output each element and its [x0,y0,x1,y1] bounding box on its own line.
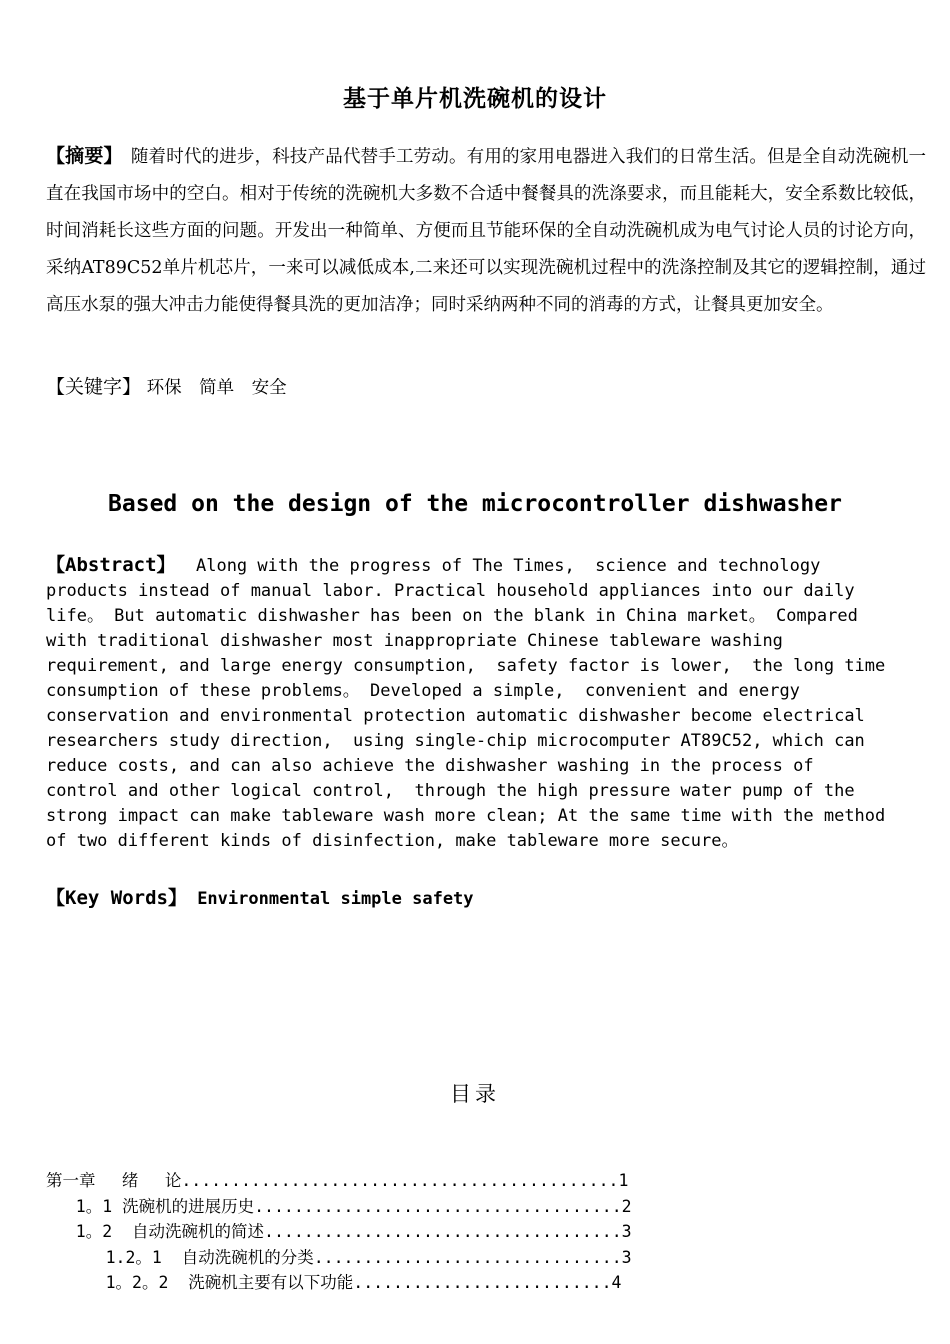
chinese-abstract-label: 【摘要】 [46,145,114,167]
english-keywords-label: 【Key Words】 [46,887,187,909]
toc-entry[interactable]: 1.2。1 自动洗碗机的分类...............................3 [46,1247,632,1267]
english-abstract-label: 【Abstract】 [46,554,176,576]
chinese-keywords-label: 【关键字】 [46,376,142,398]
toc-title: 目录 [450,1082,500,1106]
chinese-title: 基于单片机洗碗机的设计 [343,85,607,112]
english-keywords [46,883,474,910]
english-abstract [46,553,916,854]
english-title: Based on the design of the microcontroller dishwasher [108,491,842,517]
english-keywords-text: Environmental simple safety [186,889,474,909]
chinese-keywords [46,372,287,399]
chinese-abstract-text: 随着时代的进步，科技产品代替手工劳动。有用的家用电器进入我们的日常生活。但是全自动洗碗机一直在我国市场中的空白。相对于传统的洗碗机大多数不合适中餐餐具的洗涤要求，而且能耗大，安全系数比较低，时间消耗长这些方面的问题。开发出一种简单、方便而且节能环保的全自动洗碗机成为电气讨论人员的讨论方向，采纳AT89C52单片机芯片，一来可以减低成本,二来还可以实现洗碗机过程中的洗涤控制及其它的逻辑控制，通过高压水泵的强大冲击力能使得餐具洗的更加洁净；同时采纳两种不同的消毒的方式，让餐具更加安全。 [46,147,926,315]
chinese-keywords-text: 环保 简单 安全 [141,378,287,398]
toc-entry[interactable]: 1。1 洗碗机的进展历史.....................................2 [46,1196,632,1216]
toc-entry[interactable]: 第一章 绪 论............................................1 [46,1171,629,1190]
toc-entry[interactable]: 1。2。2 洗碗机主要有以下功能..........................4 [46,1273,622,1292]
english-abstract-text: Along with the progress of The Times, science and technology products instead of manual labor. Practical household appliances into our daily life。 But automatic dishwasher has been on the blank in China market。 Compared with traditional dishwasher most inappropriate Chinese tableware washing requirement, and large energy consumption, safety factor is lower, the long time consumption of these problems。 Developed a simple, convenient and energy conservation and environmental protection automatic dishwasher become electrical researchers study direction, using single-chip microcomputer AT89C52, which can reduce costs, and can also achieve the dishwasher washing in the process of control and other logical control, through the high pressure water pump of the strong impact can make tableware wash more clean; At the same time with the method of two different kinds of disinfection, make tableware more secure。 [46,556,886,851]
toc-entry[interactable]: 1。2 自动洗碗机的简述....................................3 [46,1222,632,1241]
chinese-abstract [46,138,926,324]
table-of-contents [46,1168,632,1296]
